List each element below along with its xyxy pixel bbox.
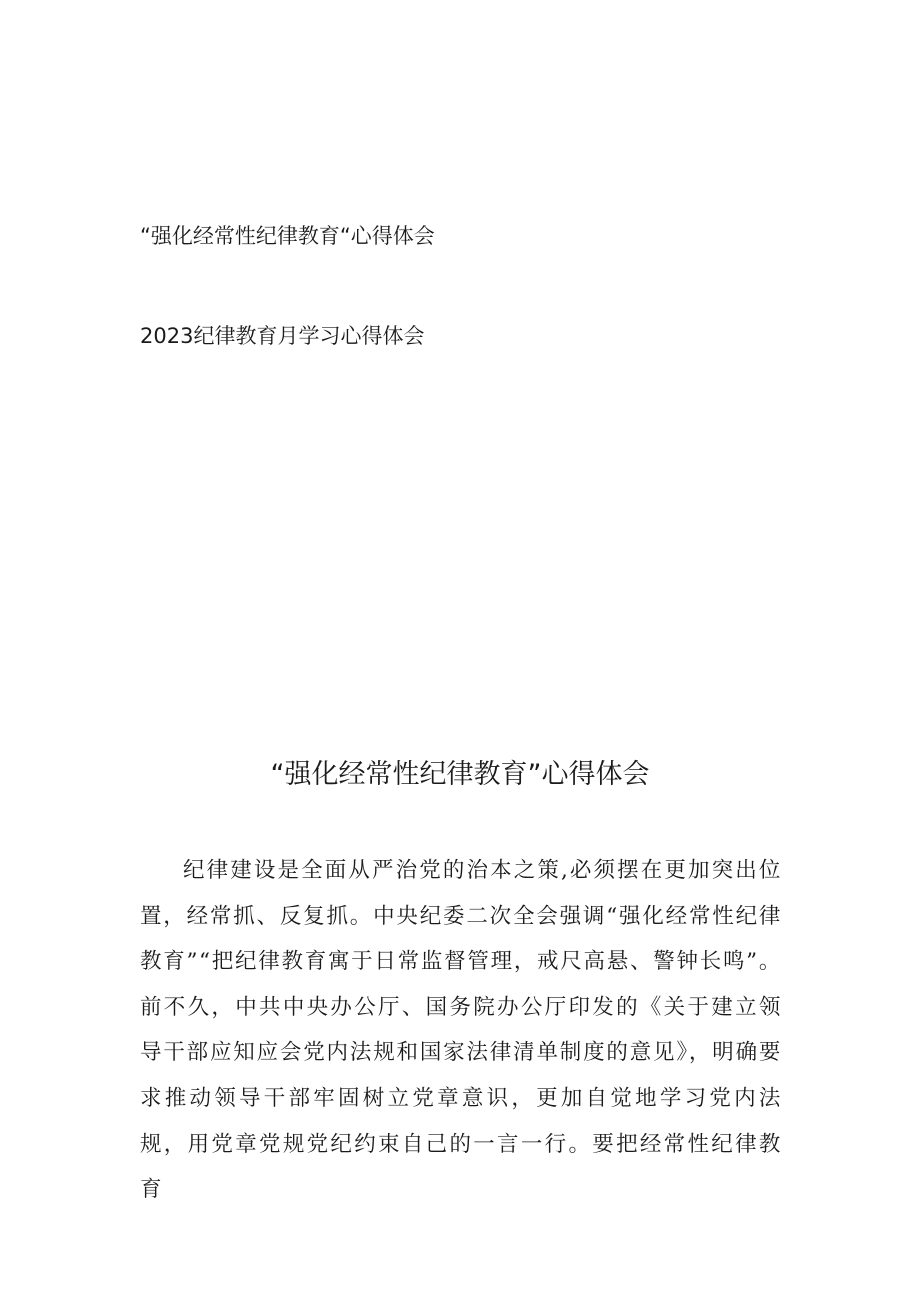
cover-title: “强化经常性纪律教育“心得体会 [140, 224, 435, 248]
article-paragraph: 纪律建设是全面从严治党的治本之策,必须摆在更加突出位置，经常抓、反复抓。中央纪委二次全会强调“强化经常性纪律教育”“把纪律教育寓于日常监督管理，戒尺高悬、警钟长鸣”。前不久，中共中央办公厅、国务院办公厅印发的《关于建立领导干部应知应会党内法规和国家法律清单制度的意见》，明确要求推动领导干部牢固树立党章意识，更加自觉地学习党内法规，用党章党规党纪约束自己的一言一行。要把经常性纪律教育 [140, 858, 782, 1203]
cover-subtitle: 2023纪律教育月学习心得体会 [140, 324, 425, 348]
article-title: “强化经常性纪律教育”心得体会 [270, 759, 650, 790]
